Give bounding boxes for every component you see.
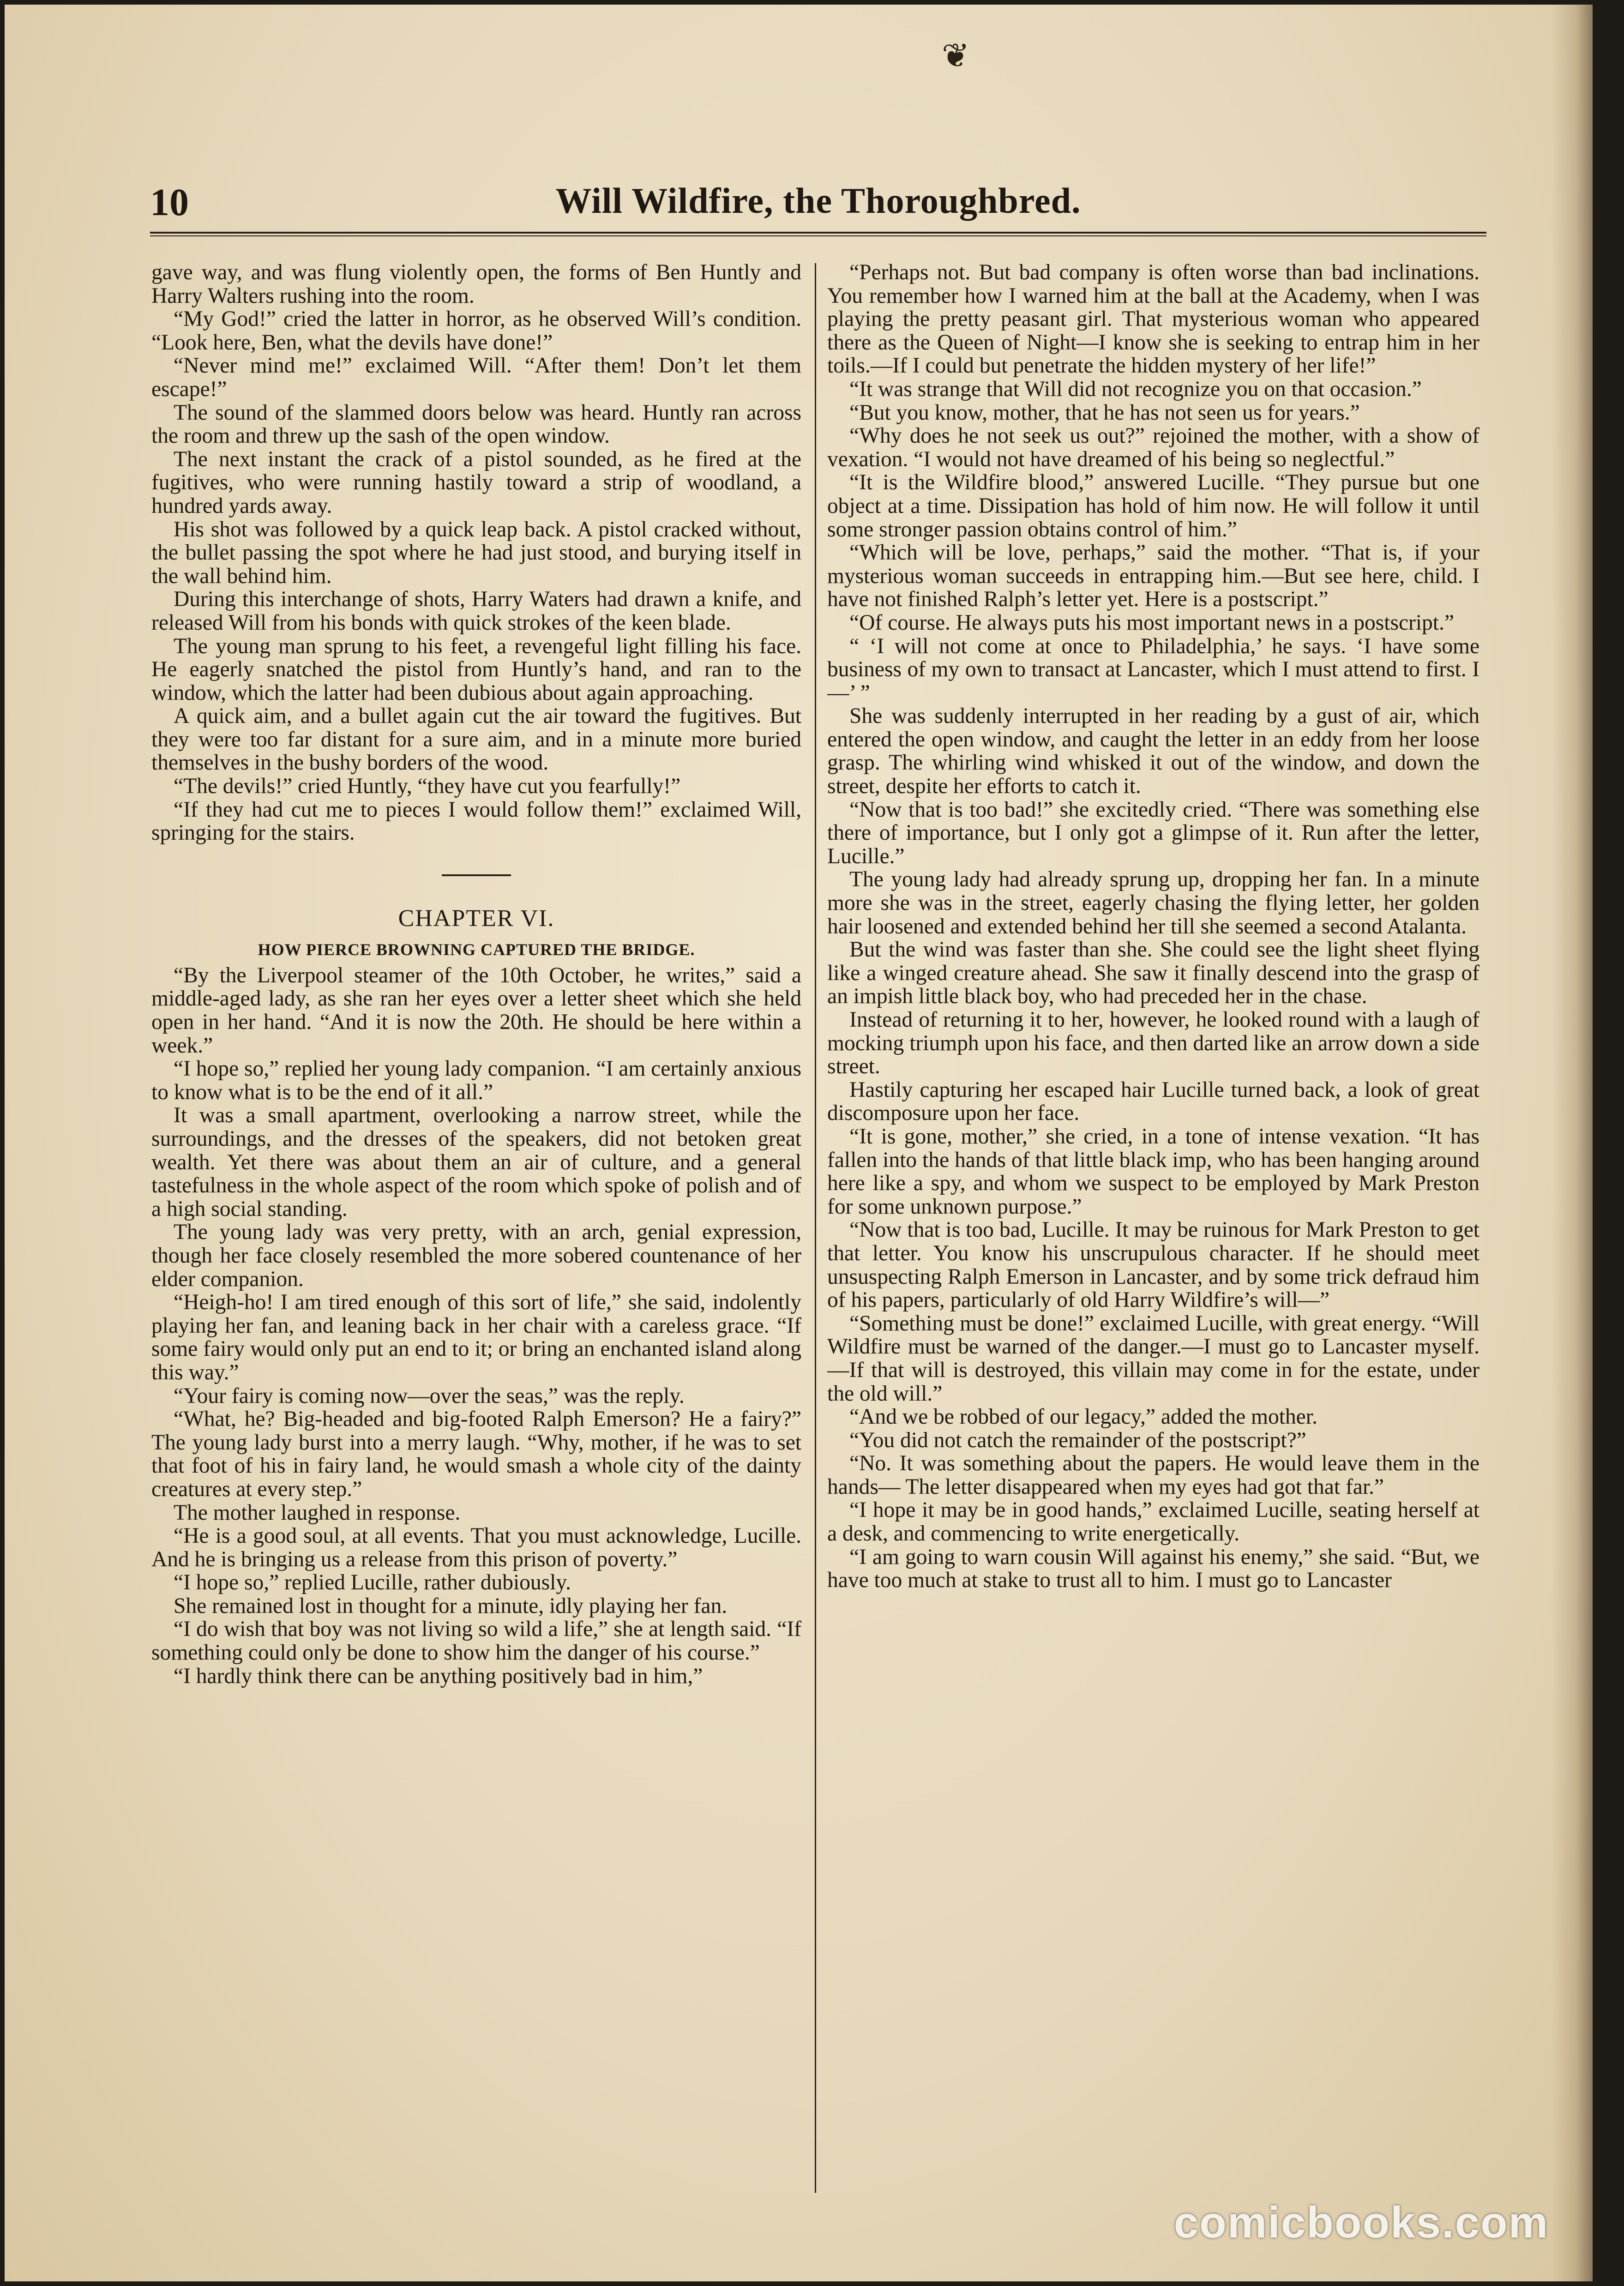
paragraph: “But you know, mother, that he has not seen us for years.” <box>849 400 1360 425</box>
paragraph: “Now that is too bad!” she excitedly cried. “There was something else there of importance, but I only got a glimpse of it. Run after the letter, Lucille.” <box>827 797 1480 868</box>
right-column <box>827 261 1480 2195</box>
paragraph: Instead of returning it to her, however, he looked round with a laugh of mocking triumph upon his face, and then darted like an arrow down a side street. <box>827 1008 1480 1079</box>
site-watermark: comicbooks.com <box>1173 2198 1549 2247</box>
chapter-subtitle: HOW PIERCE BROWNING CAPTURED THE BRIDGE. <box>258 940 695 959</box>
paragraph: “It was strange that Will did not recognize you on that occasion.” <box>849 377 1422 401</box>
page-header <box>150 180 1486 231</box>
printer-ornament: ❦ <box>942 37 970 74</box>
paragraph: The next instant the crack of a pistol sounded, as he fired at the fugitives, who were running hastily toward a strip of woodland, a hundred yards away. <box>151 447 801 518</box>
header-rule-thin <box>150 235 1486 236</box>
paragraph: It was a small apartment, overlooking a narrow street, while the surroundings, and the dresses of the speakers, did not betoken great wealth. Yet there was about them an air of culture, and a general tastefulness in the whole aspect of the room which spoke of polish and of a high social standing. <box>151 1103 801 1221</box>
paragraph: The mother laughed in response. <box>174 1500 461 1525</box>
left-column <box>151 261 801 2195</box>
paragraph: The young lady had already sprung up, dropping her fan. In a minute more she was in the street, eagerly chasing the flying letter, her golden hair loosened and extended behind her till she seemed a second Atalanta. <box>827 867 1480 938</box>
paragraph: “Now that is too bad, Lucille. It may be ruinous for Mark Preston to get that letter. You know his unscrupulous character. If he should meet unsuspecting Ralph Emerson in Lancaster, and by some trick defraud him of his papers, particularly of old Harry Wildfire’s will—” <box>827 1218 1480 1312</box>
paragraph: She remained lost in thought for a minute, idly playing her fan. <box>174 1594 728 1618</box>
paragraph: “I hope so,” replied Lucille, rather dubiously. <box>174 1570 571 1595</box>
section-divider <box>442 874 511 876</box>
paragraph: She was suddenly interrupted in her reading by a gust of air, which entered the open window, and caught the letter in an eddy from her loose grasp. The whirling wind whisked it out of the window, and down the street, despite her efforts to catch it. <box>827 704 1480 799</box>
paragraph: “It is gone, mother,” she cried, in a tone of intense vexation. “It has fallen into the hands of that little black imp, who has been hanging around here like a spy, and whom we suspect to be employed by Mark Preston for some unknown purpose.” <box>827 1124 1480 1219</box>
running-title: Will Wildfire, the Thoroughbred. <box>555 180 1081 221</box>
paragraph: “I hope it may be in good hands,” exclaimed Lucille, seating herself at a desk, and commencing to write energetically. <box>827 1498 1480 1546</box>
paragraph: But the wind was faster than she. She could see the light sheet flying like a winged creature ahead. She saw it finally descend into the grasp of an impish little black boy, who had preceded her in the chase. <box>827 938 1480 1009</box>
paragraph: “Your fairy is coming now—over the seas,” was the reply. <box>174 1384 685 1408</box>
paragraph: A quick aim, and a bullet again cut the air toward the fugitives. But they were too far distant for a sure aim, and in a minute more buried themselves in the bushy borders of the wood. <box>151 704 801 775</box>
paragraph: “Of course. He always puts his most important news in a postscript.” <box>849 610 1454 635</box>
paragraph: His shot was followed by a quick leap back. A pistol cracked without, the bullet passing the spot where he had just stood, and burying itself in the wall behind him. <box>151 517 801 588</box>
paragraph: “I do wish that boy was not living so wild a life,” she at length said. “If something could only be done to show him the danger of his course.” <box>151 1617 801 1665</box>
paragraph: “Never mind me!” exclaimed Will. “After them! Don’t let them escape!” <box>151 354 801 401</box>
magazine-page <box>5 5 1593 2281</box>
paragraph: “Which will be love, perhaps,” said the mother. “That is, if your mysterious woman succeeds in entrapping him.—But see here, child. I have not finished Ralph’s letter yet. Here is a postscript.” <box>827 541 1480 612</box>
paragraph: “Perhaps not. But bad company is often worse than bad inclinations. You remember how I warned him at the ball at the Academy, when I was playing the pretty peasant girl. That mysterious woman who appeared there as the Queen of Night—I know she is seeking to entrap him in her toils.—If I could but penetrate the hidden mystery of her life!” <box>827 261 1480 378</box>
paragraph: “What, he? Big-headed and big-footed Ralph Emerson? He a fairy?” The young lady burst into a merry laugh. “Why, mother, if he was to set that foot of his in fairy land, he would smash a whole city of the dainty creatures at every step.” <box>151 1407 801 1501</box>
header-rule <box>150 232 1486 234</box>
paragraph: “I am going to warn cousin Will against his enemy,” she said. “But, we have too much at stake to trust all to him. I must go to Lancaster <box>827 1545 1480 1593</box>
paragraph: gave way, and was flung violently open, the forms of Ben Huntly and Harry Walters rushing into the room. <box>151 261 801 308</box>
paragraph: The young lady was very pretty, with an arch, genial expression, though her face closely resembled the more sobered countenance of her elder companion. <box>151 1220 801 1291</box>
page-spine-shadow <box>1551 5 1593 2281</box>
paragraph: “I hope so,” replied her young lady companion. “I am certainly anxious to know what is to be the end of it all.” <box>151 1057 801 1104</box>
paragraph: “You did not catch the remainder of the postscript?” <box>849 1428 1306 1452</box>
paragraph: “I hardly think there can be anything positively bad in him,” <box>174 1664 703 1688</box>
page-number: 10 <box>150 181 189 224</box>
column-divider <box>815 263 816 2193</box>
paragraph: “ ‘I will not come at once to Philadelphia,’ he says. ‘I have some business of my own to transact at Lancaster, which I must attend to first. I—’ ” <box>827 634 1480 705</box>
paragraph: During this interchange of shots, Harry Waters had drawn a knife, and released Will from his bonds with quick strokes of the keen blade. <box>151 587 801 635</box>
paragraph: “Why does he not seek us out?” rejoined the mother, with a show of vexation. “I would not have dreamed of his being so neglectful.” <box>827 424 1480 471</box>
paragraph: Hastily capturing her escaped hair Lucille turned back, a look of great discomposure upon her face. <box>827 1077 1480 1125</box>
paragraph: “My God!” cried the latter in horror, as he observed Will’s condition. “Look here, Ben, what the devils have done!” <box>151 307 801 355</box>
paragraph: The young man sprung to his feet, a revengeful light filling his face. He eagerly snatched the pistol from Huntly’s hand, and ran to the window, which the latter had been dubious about again approaching. <box>151 634 801 705</box>
paragraph: “The devils!” cried Huntly, “they have cut you fearfully!” <box>174 774 681 799</box>
paragraph: “He is a good soul, at all events. That you must acknowledge, Lucille. And he is bringing us a release from this prison of poverty.” <box>151 1524 801 1571</box>
paragraph: “No. It was something about the papers. He would leave them in the hands— The letter disappeared when my eyes had got that far.” <box>827 1451 1480 1499</box>
chapter-title: CHAPTER VI. <box>398 905 555 932</box>
paragraph: “And we be robbed of our legacy,” added the mother. <box>849 1405 1317 1429</box>
paragraph: The sound of the slammed doors below was heard. Huntly ran across the room and threw up the sash of the open window. <box>151 400 801 448</box>
paragraph: “Something must be done!” exclaimed Lucille, with great energy. “Will Wildfire must be warned of the danger.—I must go to Lancaster myself.—If that will is destroyed, this villain may come in for the estate, under the old will.” <box>827 1311 1480 1406</box>
paragraph: “By the Liverpool steamer of the 10th October, he writes,” said a middle-aged lady, as she ran her eyes over a letter sheet which she held open in her hand. “And it is now the 20th. He should be here within a week.” <box>151 963 801 1058</box>
paragraph: “Heigh-ho! I am tired enough of this sort of life,” she said, indolently playing her fan, and leaning back in her chair with a careless grace. “If some fairy would only put an end to it; or bring an enchanted island along this way.” <box>151 1290 801 1384</box>
paragraph: “It is the Wildfire blood,” answered Lucille. “They pursue but one object at a time. Dissipation has hold of him now. He will follow it until some stronger passion obtains control of him.” <box>827 470 1480 541</box>
paragraph: “If they had cut me to pieces I would follow them!” exclaimed Will, springing for the stairs. <box>151 797 801 845</box>
